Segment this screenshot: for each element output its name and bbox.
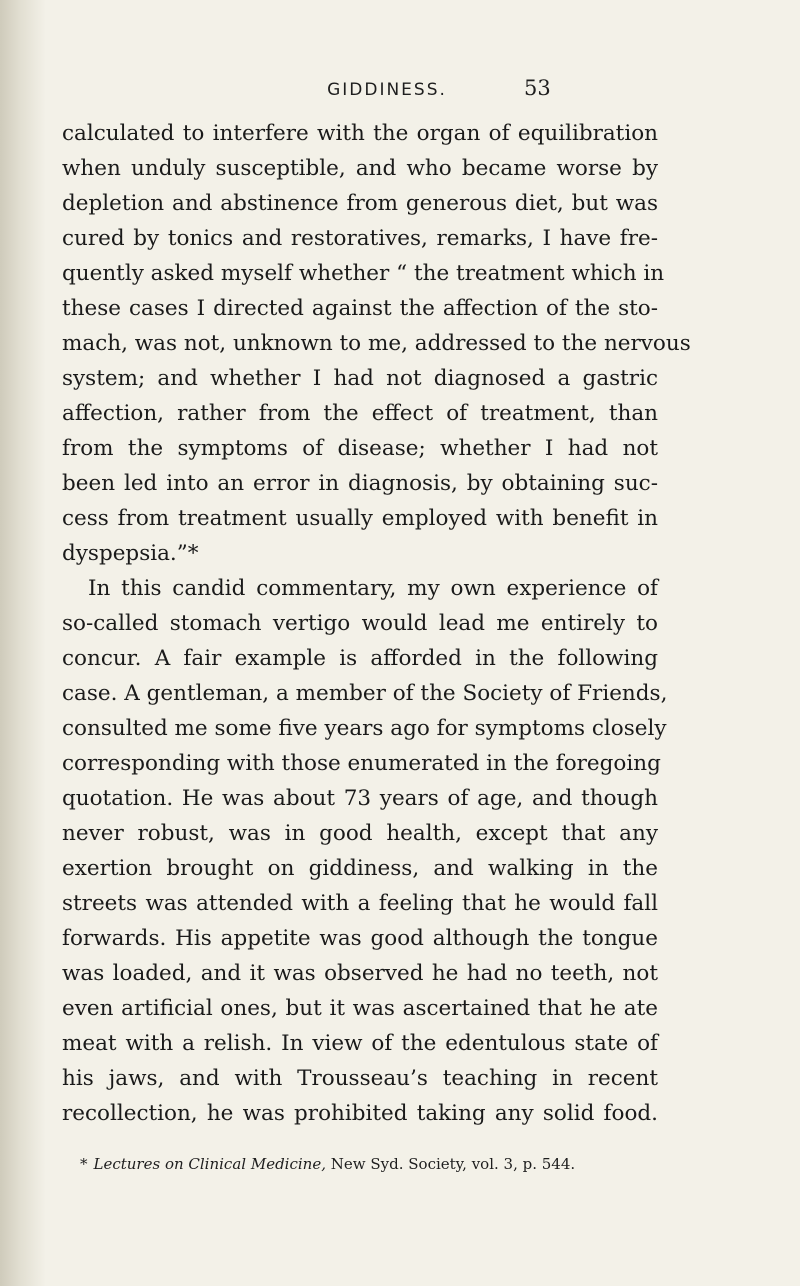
text-line: affection, rather from the effect of treatment, than [62,401,658,426]
text-line: forwards. His appetite was good although the tongue [62,926,658,951]
text-line: meat with a relish. In view of the edentulous state of [62,1031,658,1056]
footnote-citation: New Syd. Society, vol. 3, p. 544. [330,1155,576,1173]
binding-shadow [0,0,46,1286]
text-line: cess from treatment usually employed with benefit in [62,506,658,531]
text-line: streets was attended with a feeling that he would fall [62,891,658,916]
text-line: cured by tonics and restoratives, remarks, I have fre- [62,226,658,251]
text-line: when unduly susceptible, and who became worse by [62,156,658,181]
text-line: was loaded, and it was observed he had no teeth, not [62,961,658,986]
text-line: concur. A fair example is afforded in the following [62,646,658,671]
text-line: corresponding with those enumerated in the foregoing [62,751,661,776]
text-line: even artificial ones, but it was ascertained that he ate [62,996,658,1021]
text-line: calculated to interfere with the organ of equilibration [62,121,658,146]
text-line: quently asked myself whether “ the treatment which in [62,261,665,286]
text-line: mach, was not, unknown to me, addressed to the nervous [62,331,691,356]
footnote-book-title: Lectures on Clinical Medicine, [93,1155,326,1173]
text-line: system; and whether I had not diagnosed a gastric [62,366,658,391]
text-line: dyspepsia.”* [62,541,199,566]
text-line: these cases I directed against the affection of the sto- [62,296,658,321]
text-line: consulted me some five years ago for symptoms closely [62,716,667,741]
text-line: been led into an error in diagnosis, by obtaining suc- [62,471,658,496]
text-line: depletion and abstinence from generous diet, but was [62,191,658,216]
body-text [62,116,691,1131]
page-number: 53 [524,76,551,100]
footnote-mark: * [80,1155,88,1173]
text-line: from the symptoms of disease; whether I had not [62,436,658,461]
text-line: recollection, he was prohibited taking any solid food. [62,1101,658,1126]
text-line: so-called stomach vertigo would lead me entirely to [62,611,658,636]
text-line: never robust, was in good health, except that any [62,821,658,846]
text-line: case. A gentleman, a member of the Society of Friends, [62,681,668,706]
text-line: his jaws, and with Trousseau’s teaching in recent [62,1066,658,1091]
text-line: quotation. He was about 73 years of age, and though [62,786,658,811]
running-head: GIDDINESS. [327,80,447,100]
text-line: In this candid commentary, my own experience of [88,576,658,601]
footnote [80,1155,660,1173]
text-line: exertion brought on giddiness, and walking in the [62,856,658,881]
